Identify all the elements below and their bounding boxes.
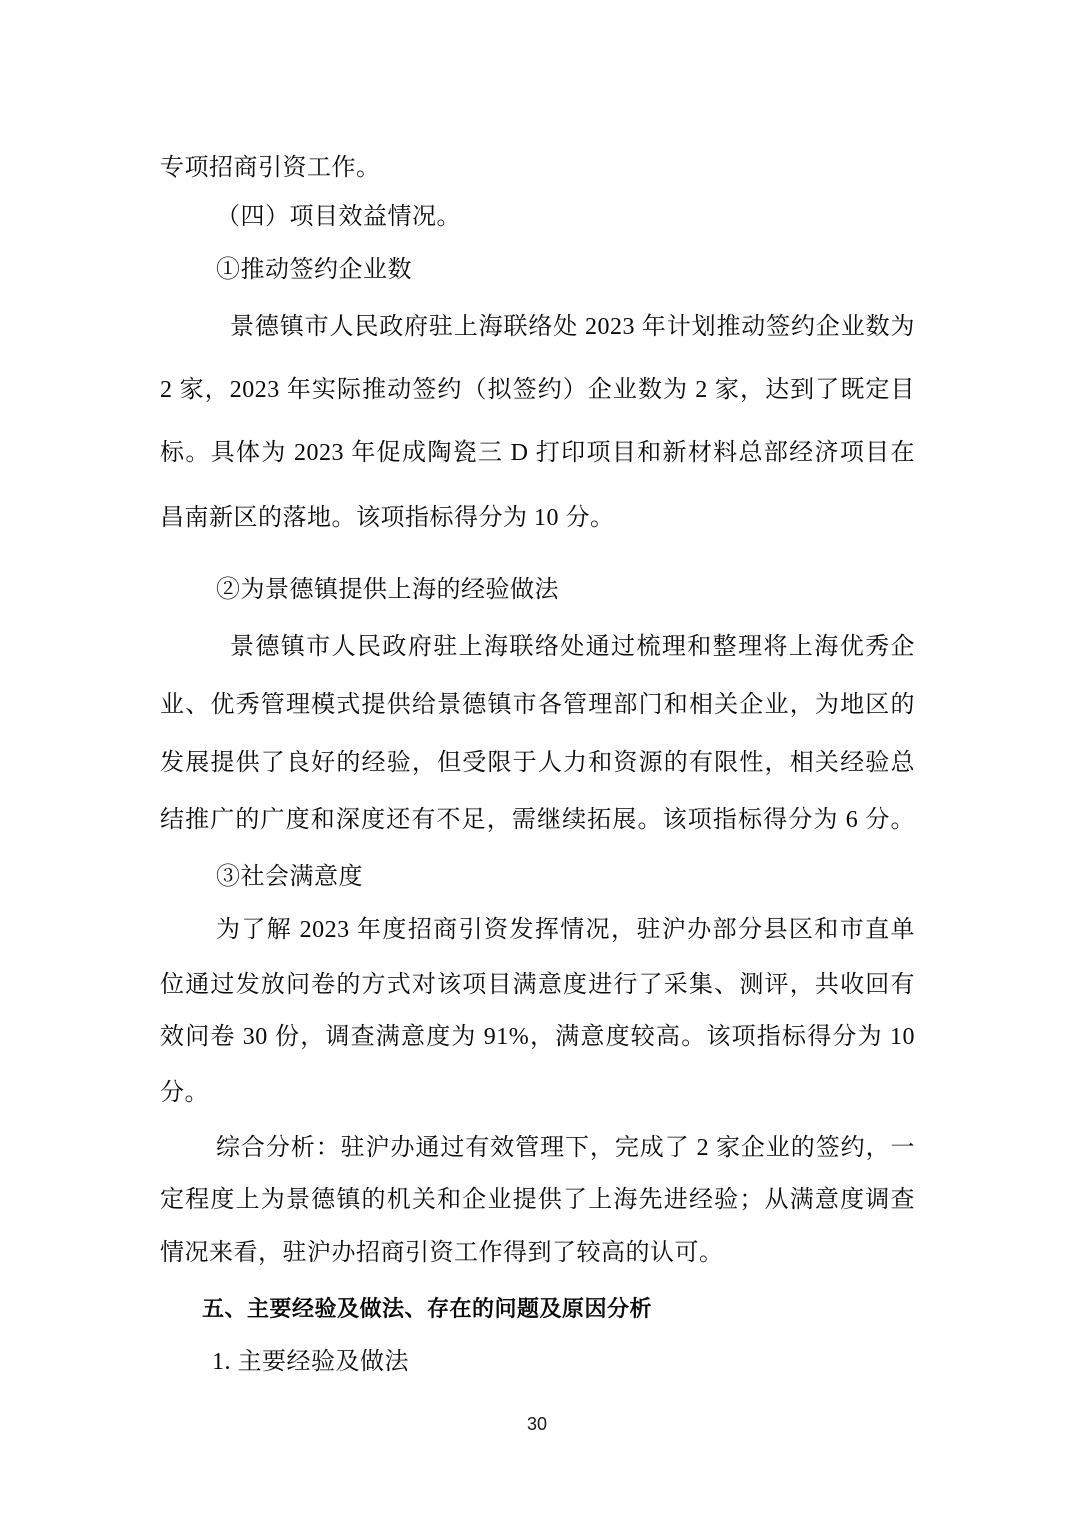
body-line: 分。 [160, 1080, 209, 1106]
sub-section-title: （四）项目效益情况。 [216, 204, 461, 230]
body-line: 标。具体为 2023 年促成陶瓷三 D 打印项目和新材料总部经济项目在 [160, 440, 915, 466]
item-title: ①推动签约企业数 [216, 257, 412, 283]
body-line: 效问卷 30 份，调查满意度为 91%，满意度较高。该项指标得分为 10 [160, 1024, 915, 1050]
body-line: 景德镇市人民政府驻上海联络处 2023 年计划推动签约企业数为 [230, 314, 915, 340]
body-line: 情况来看，驻沪办招商引资工作得到了较高的认可。 [160, 1240, 724, 1266]
body-line: 专项招商引资工作。 [160, 155, 381, 181]
sub-heading: 1. 主要经验及做法 [212, 1349, 409, 1375]
body-line: 定程度上为景德镇的机关和企业提供了上海先进经验；从满意度调查 [160, 1187, 915, 1213]
body-line: 业、优秀管理模式提供给景德镇市各管理部门和相关企业，为地区的 [160, 692, 915, 718]
body-line: 位通过发放问卷的方式对该项目满意度进行了采集、测评，共收回有 [160, 972, 915, 998]
body-line: 景德镇市人民政府驻上海联络处通过梳理和整理将上海优秀企 [230, 634, 915, 660]
body-line: 综合分析：驻沪办通过有效管理下，完成了 2 家企业的签约，一 [216, 1135, 915, 1161]
body-line: 发展提供了良好的经验，但受限于人力和资源的有限性，相关经验总 [160, 750, 915, 776]
page-number: 30 [526, 1414, 548, 1434]
body-line: 昌南新区的落地。该项指标得分为 10 分。 [160, 505, 615, 531]
body-line: 结推广的广度和深度还有不足，需继续拓展。该项指标得分为 6 分。 [160, 807, 915, 833]
section-heading: 五、主要经验及做法、存在的问题及原因分析 [202, 1296, 653, 1321]
body-line: 为了解 2023 年度招商引资发挥情况，驻沪办部分县区和市直单 [216, 917, 915, 943]
body-line: 2 家，2023 年实际推动签约（拟签约）企业数为 2 家，达到了既定目 [160, 377, 915, 403]
item-title: ③社会满意度 [216, 864, 363, 890]
item-title: ②为景德镇提供上海的经验做法 [216, 577, 559, 603]
